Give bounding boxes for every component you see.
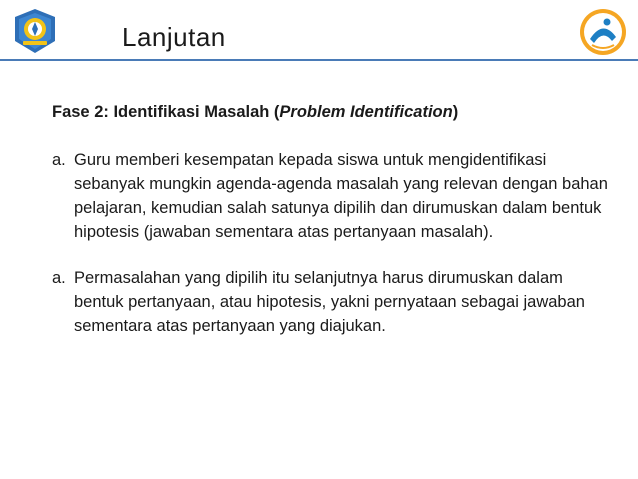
list-item-text: Guru memberi kesempatan kepada siswa untuk mengidentifikasi sebanyak mungkin agenda-agenda masalah yang relevan dengan bahan pelajaran, kemudian salah satunya dipilih dan dirumuskan dalam bentuk hipotesis (jawaban sementara atas pertanyaan masalah). bbox=[74, 151, 608, 241]
list-item bbox=[52, 148, 612, 244]
phase-heading-italic: Problem Identification bbox=[279, 103, 453, 121]
kurikulum-2013-logo-icon bbox=[578, 7, 628, 57]
slide-body bbox=[52, 100, 612, 360]
list-item-marker: a. bbox=[52, 269, 66, 287]
list-item-marker: a. bbox=[52, 151, 66, 169]
phase-heading-text: Fase 2: Identifikasi Masalah ( bbox=[52, 103, 280, 121]
header-divider bbox=[0, 59, 638, 61]
phase-heading bbox=[52, 100, 612, 124]
list-item bbox=[52, 266, 612, 338]
slide-title: Lanjutan bbox=[122, 22, 226, 52]
slide-header bbox=[0, 0, 638, 62]
tut-wuri-handayani-emblem-icon bbox=[11, 7, 59, 55]
list-item-text: Permasalahan yang dipilih itu selanjutnya harus dirumuskan dalam bentuk pertanyaan, atau hipotesis, yakni pernyataan sebagai jawaban sementara atas pertanyaan yang diajukan. bbox=[74, 269, 585, 335]
phase-heading-close: ) bbox=[452, 103, 459, 121]
